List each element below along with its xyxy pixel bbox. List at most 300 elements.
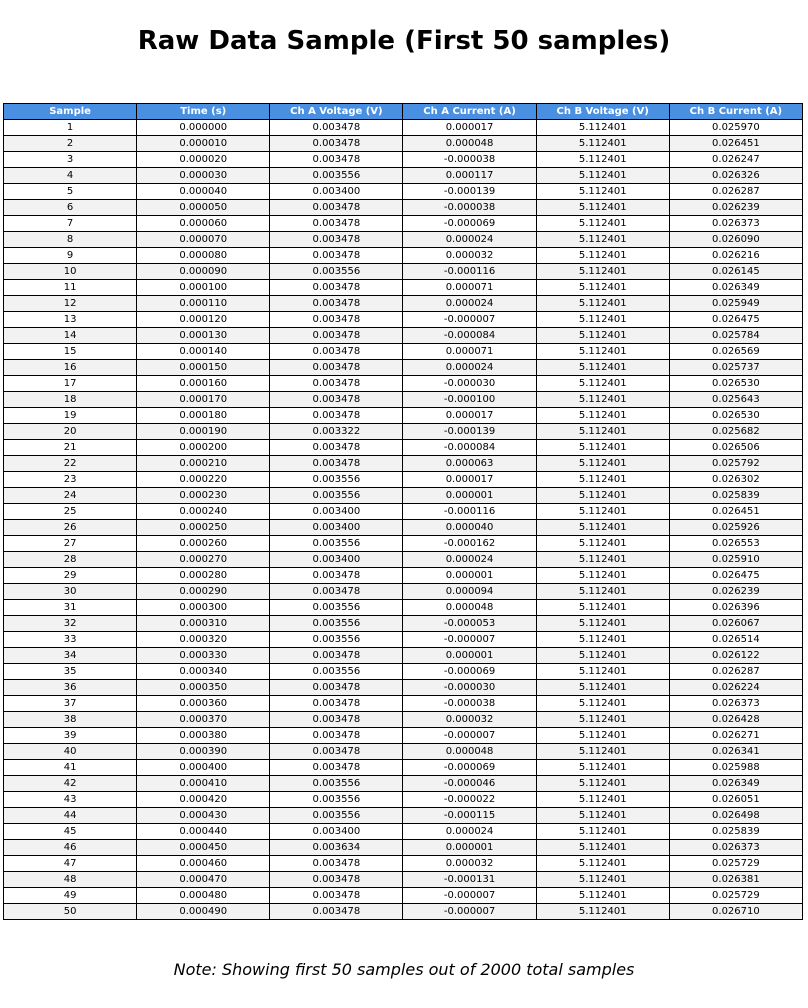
table-cell: 5.112401 xyxy=(536,296,669,312)
table-cell: 0.026451 xyxy=(669,504,802,520)
table-row xyxy=(4,568,803,584)
table-cell: 23 xyxy=(4,472,137,488)
table-cell: 0.000280 xyxy=(137,568,270,584)
table-cell: 0.003556 xyxy=(270,600,403,616)
table-cell: -0.000007 xyxy=(403,632,536,648)
table-cell: -0.000139 xyxy=(403,184,536,200)
table-cell: 5.112401 xyxy=(536,216,669,232)
table-cell: 5.112401 xyxy=(536,312,669,328)
table-cell: 0.000063 xyxy=(403,456,536,472)
table-row xyxy=(4,504,803,520)
table-cell: 0.003478 xyxy=(270,712,403,728)
table-row xyxy=(4,440,803,456)
table-cell: 0.003478 xyxy=(270,392,403,408)
table-cell: 34 xyxy=(4,648,137,664)
table-cell: -0.000007 xyxy=(403,312,536,328)
table-cell: 15 xyxy=(4,344,137,360)
table-header xyxy=(4,104,803,120)
table-cell: 39 xyxy=(4,728,137,744)
table-cell: 43 xyxy=(4,792,137,808)
table-cell: 0.003556 xyxy=(270,536,403,552)
table-cell: 0.000024 xyxy=(403,824,536,840)
table-cell: 0.003478 xyxy=(270,200,403,216)
table-cell: -0.000139 xyxy=(403,424,536,440)
table-cell: 0.000380 xyxy=(137,728,270,744)
table-cell: 0.025729 xyxy=(669,856,802,872)
table-cell: 0.026341 xyxy=(669,744,802,760)
table-cell: 5.112401 xyxy=(536,680,669,696)
table-row xyxy=(4,168,803,184)
table-row xyxy=(4,728,803,744)
table-cell: -0.000030 xyxy=(403,376,536,392)
table-row xyxy=(4,424,803,440)
table-row xyxy=(4,552,803,568)
table-cell: 0.003556 xyxy=(270,808,403,824)
table-cell: 0.003478 xyxy=(270,584,403,600)
table-cell: 20 xyxy=(4,424,137,440)
table-cell: 0.000310 xyxy=(137,616,270,632)
table-cell: 0.003634 xyxy=(270,840,403,856)
table-cell: 0.000490 xyxy=(137,904,270,920)
table-cell: 0.003556 xyxy=(270,168,403,184)
table-row xyxy=(4,312,803,328)
table-cell: 0.000094 xyxy=(403,584,536,600)
table-cell: -0.000131 xyxy=(403,872,536,888)
table-cell: -0.000053 xyxy=(403,616,536,632)
table-cell: 38 xyxy=(4,712,137,728)
table-row xyxy=(4,248,803,264)
table-cell: 0.026396 xyxy=(669,600,802,616)
table-cell: 9 xyxy=(4,248,137,264)
table-cell: 17 xyxy=(4,376,137,392)
table-cell: 0.000001 xyxy=(403,488,536,504)
table-cell: 0.003478 xyxy=(270,744,403,760)
table-cell: 0.000024 xyxy=(403,552,536,568)
footnote: Note: Showing first 50 samples out of 2000 total samples xyxy=(173,960,635,979)
table-cell: 0.026530 xyxy=(669,376,802,392)
table-cell: 5.112401 xyxy=(536,472,669,488)
table-cell: -0.000116 xyxy=(403,504,536,520)
table-cell: 2 xyxy=(4,136,137,152)
table-cell: 4 xyxy=(4,168,137,184)
table-cell: 0.003478 xyxy=(270,136,403,152)
table-cell: 5.112401 xyxy=(536,232,669,248)
table-cell: 0.000170 xyxy=(137,392,270,408)
table-cell: 40 xyxy=(4,744,137,760)
table-cell: 5.112401 xyxy=(536,456,669,472)
table-cell: 0.000210 xyxy=(137,456,270,472)
table-cell: -0.000038 xyxy=(403,696,536,712)
table-cell: 0.000110 xyxy=(137,296,270,312)
table-cell: 0.000300 xyxy=(137,600,270,616)
table-cell: 46 xyxy=(4,840,137,856)
header-row xyxy=(4,104,803,120)
table-cell: 0.026514 xyxy=(669,632,802,648)
table-cell: 45 xyxy=(4,824,137,840)
table-cell: 0.003478 xyxy=(270,280,403,296)
table-row xyxy=(4,744,803,760)
table-row xyxy=(4,200,803,216)
table-cell: 5.112401 xyxy=(536,792,669,808)
table-cell: 0.000410 xyxy=(137,776,270,792)
table-cell: 0.026373 xyxy=(669,696,802,712)
table-cell: 0.026475 xyxy=(669,312,802,328)
table-cell: 0.003556 xyxy=(270,632,403,648)
table-row xyxy=(4,632,803,648)
table-cell: 0.000480 xyxy=(137,888,270,904)
table-cell: 0.003400 xyxy=(270,504,403,520)
table-row xyxy=(4,824,803,840)
table-cell: 0.026381 xyxy=(669,872,802,888)
table-cell: 0.000048 xyxy=(403,744,536,760)
table-cell: 0.000290 xyxy=(137,584,270,600)
table-cell: 0.000020 xyxy=(137,152,270,168)
table-cell: 0.000350 xyxy=(137,680,270,696)
table-cell: 0.026373 xyxy=(669,840,802,856)
table-cell: 0.000340 xyxy=(137,664,270,680)
table-cell: 0.000450 xyxy=(137,840,270,856)
table-cell: 0.000060 xyxy=(137,216,270,232)
table-cell: 5.112401 xyxy=(536,264,669,280)
table-cell: 19 xyxy=(4,408,137,424)
table-cell: 5.112401 xyxy=(536,760,669,776)
table-cell: 0.000320 xyxy=(137,632,270,648)
table-cell: 0.026349 xyxy=(669,280,802,296)
table-cell: 0.003478 xyxy=(270,248,403,264)
table-cell: 0.026090 xyxy=(669,232,802,248)
table-row xyxy=(4,696,803,712)
table-cell: 18 xyxy=(4,392,137,408)
table-cell: 0.000270 xyxy=(137,552,270,568)
table-cell: 0.003478 xyxy=(270,456,403,472)
table-cell: 5.112401 xyxy=(536,904,669,920)
table-cell: 47 xyxy=(4,856,137,872)
table-cell: 41 xyxy=(4,760,137,776)
table-cell: 5.112401 xyxy=(536,360,669,376)
table-row xyxy=(4,808,803,824)
table-row xyxy=(4,840,803,856)
table-cell: 0.000440 xyxy=(137,824,270,840)
table-cell: 0.000070 xyxy=(137,232,270,248)
table-row xyxy=(4,904,803,920)
table-cell: 0.003478 xyxy=(270,120,403,136)
table-cell: 0.026475 xyxy=(669,568,802,584)
table-cell: -0.000069 xyxy=(403,216,536,232)
table-row xyxy=(4,664,803,680)
table-cell: 0.003556 xyxy=(270,488,403,504)
table-cell: 0.003478 xyxy=(270,216,403,232)
table-row xyxy=(4,296,803,312)
table-cell: 27 xyxy=(4,536,137,552)
table-cell: 5.112401 xyxy=(536,584,669,600)
table-cell: 0.000460 xyxy=(137,856,270,872)
column-header: Ch A Current (A) xyxy=(403,104,536,120)
table-cell: 0.026553 xyxy=(669,536,802,552)
table-cell: 0.003556 xyxy=(270,264,403,280)
table-cell: -0.000069 xyxy=(403,664,536,680)
table-row xyxy=(4,520,803,536)
table-row xyxy=(4,232,803,248)
table-cell: 0.000010 xyxy=(137,136,270,152)
table-cell: 0.000180 xyxy=(137,408,270,424)
table-cell: -0.000084 xyxy=(403,328,536,344)
table-cell: 0.000400 xyxy=(137,760,270,776)
table-cell: 0.003556 xyxy=(270,472,403,488)
table-cell: 0.003478 xyxy=(270,888,403,904)
table-cell: 0.003478 xyxy=(270,680,403,696)
table-cell: 0.026271 xyxy=(669,728,802,744)
table-cell: 0.026530 xyxy=(669,408,802,424)
table-cell: 0.025784 xyxy=(669,328,802,344)
table-cell: 30 xyxy=(4,584,137,600)
table-cell: 0.003478 xyxy=(270,440,403,456)
table-cell: 5.112401 xyxy=(536,856,669,872)
table-row xyxy=(4,856,803,872)
table-row xyxy=(4,392,803,408)
table-cell: 0.000100 xyxy=(137,280,270,296)
table-cell: 0.026247 xyxy=(669,152,802,168)
table-row xyxy=(4,408,803,424)
table-row xyxy=(4,792,803,808)
table-cell: 0.000017 xyxy=(403,472,536,488)
table-row xyxy=(4,264,803,280)
table-cell: 0.025682 xyxy=(669,424,802,440)
table-cell: -0.000100 xyxy=(403,392,536,408)
table-cell: 37 xyxy=(4,696,137,712)
table-cell: 0.026287 xyxy=(669,664,802,680)
table-cell: 0.003478 xyxy=(270,568,403,584)
table-cell: 0.000040 xyxy=(403,520,536,536)
table-cell: 5.112401 xyxy=(536,280,669,296)
table-cell: 13 xyxy=(4,312,137,328)
table-cell: 0.000071 xyxy=(403,280,536,296)
table-row xyxy=(4,376,803,392)
table-cell: 0.026569 xyxy=(669,344,802,360)
table-cell: -0.000007 xyxy=(403,888,536,904)
table-row xyxy=(4,584,803,600)
table-body xyxy=(4,120,803,920)
table-cell: 22 xyxy=(4,456,137,472)
table-cell: 0.003478 xyxy=(270,296,403,312)
table-cell: -0.000022 xyxy=(403,792,536,808)
table-cell: 5.112401 xyxy=(536,776,669,792)
table-cell: 5.112401 xyxy=(536,616,669,632)
table-cell: 0.000260 xyxy=(137,536,270,552)
table-cell: 0.003478 xyxy=(270,152,403,168)
table-cell: 0.025729 xyxy=(669,888,802,904)
table-cell: 0.000250 xyxy=(137,520,270,536)
table-row xyxy=(4,600,803,616)
table-cell: 0.025643 xyxy=(669,392,802,408)
table-cell: 5.112401 xyxy=(536,648,669,664)
table-cell: 0.025926 xyxy=(669,520,802,536)
table-cell: 0.000330 xyxy=(137,648,270,664)
table-cell: 0.000017 xyxy=(403,408,536,424)
table-row xyxy=(4,472,803,488)
table-cell: 5.112401 xyxy=(536,808,669,824)
table-cell: 0.000370 xyxy=(137,712,270,728)
table-cell: -0.000007 xyxy=(403,728,536,744)
table-cell: 0.026051 xyxy=(669,792,802,808)
column-header: Ch A Voltage (V) xyxy=(270,104,403,120)
chart-title: Raw Data Sample (First 50 samples) xyxy=(137,26,671,56)
table-cell: 1 xyxy=(4,120,137,136)
table-cell: 26 xyxy=(4,520,137,536)
table-cell: 0.025839 xyxy=(669,488,802,504)
table-cell: 10 xyxy=(4,264,137,280)
table-cell: 0.003478 xyxy=(270,904,403,920)
table-cell: 35 xyxy=(4,664,137,680)
table-cell: 5 xyxy=(4,184,137,200)
table-cell: 24 xyxy=(4,488,137,504)
table-cell: 50 xyxy=(4,904,137,920)
table-row xyxy=(4,712,803,728)
table-cell: 8 xyxy=(4,232,137,248)
table-cell: 29 xyxy=(4,568,137,584)
table-cell: 5.112401 xyxy=(536,552,669,568)
table-row xyxy=(4,872,803,888)
table-cell: 0.000048 xyxy=(403,136,536,152)
table-cell: 0.026145 xyxy=(669,264,802,280)
table-row xyxy=(4,776,803,792)
table-cell: 5.112401 xyxy=(536,872,669,888)
table-row xyxy=(4,488,803,504)
table-cell: 0.025949 xyxy=(669,296,802,312)
table-row xyxy=(4,536,803,552)
table-cell: 5.112401 xyxy=(536,184,669,200)
table-cell: 14 xyxy=(4,328,137,344)
table-cell: 0.000230 xyxy=(137,488,270,504)
table-cell: -0.000038 xyxy=(403,152,536,168)
table-cell: 0.000430 xyxy=(137,808,270,824)
table-cell: 0.003478 xyxy=(270,344,403,360)
table-cell: -0.000046 xyxy=(403,776,536,792)
table-cell: 0.003556 xyxy=(270,792,403,808)
table-cell: 5.112401 xyxy=(536,600,669,616)
table-cell: -0.000038 xyxy=(403,200,536,216)
table-row xyxy=(4,456,803,472)
table-cell: 0.026373 xyxy=(669,216,802,232)
table-cell: 0.003478 xyxy=(270,728,403,744)
table-cell: 5.112401 xyxy=(536,152,669,168)
table-cell: 0.003478 xyxy=(270,360,403,376)
table-cell: 0.000080 xyxy=(137,248,270,264)
table-cell: 0.003556 xyxy=(270,776,403,792)
table-cell: 0.000024 xyxy=(403,360,536,376)
table-cell: 0.000050 xyxy=(137,200,270,216)
table-cell: 0.000048 xyxy=(403,600,536,616)
table-cell: 0.003478 xyxy=(270,232,403,248)
table-cell: 0.000001 xyxy=(403,840,536,856)
table-cell: 0.000470 xyxy=(137,872,270,888)
table-cell: 0.000150 xyxy=(137,360,270,376)
table-cell: -0.000007 xyxy=(403,904,536,920)
table-cell: 0.003400 xyxy=(270,824,403,840)
table-cell: 0.000190 xyxy=(137,424,270,440)
table-cell: 25 xyxy=(4,504,137,520)
table-row xyxy=(4,152,803,168)
table-cell: 0.026326 xyxy=(669,168,802,184)
table-cell: 0.000024 xyxy=(403,232,536,248)
table-cell: 5.112401 xyxy=(536,536,669,552)
table-cell: 0.000130 xyxy=(137,328,270,344)
table-cell: 5.112401 xyxy=(536,376,669,392)
column-header: Sample xyxy=(4,104,137,120)
table-cell: -0.000116 xyxy=(403,264,536,280)
table-cell: 0.026506 xyxy=(669,440,802,456)
table-cell: 0.026224 xyxy=(669,680,802,696)
table-row xyxy=(4,648,803,664)
table-cell: 0.000001 xyxy=(403,568,536,584)
data-table xyxy=(3,103,803,920)
table-cell: 0.000032 xyxy=(403,248,536,264)
column-header: Ch B Voltage (V) xyxy=(536,104,669,120)
table-cell: 5.112401 xyxy=(536,632,669,648)
table-row xyxy=(4,184,803,200)
table-cell: 5.112401 xyxy=(536,168,669,184)
table-cell: 0.026216 xyxy=(669,248,802,264)
table-cell: 0.025737 xyxy=(669,360,802,376)
table-cell: 0.025792 xyxy=(669,456,802,472)
table-cell: 7 xyxy=(4,216,137,232)
table-cell: 0.026067 xyxy=(669,616,802,632)
table-cell: 0.003400 xyxy=(270,552,403,568)
table-row xyxy=(4,888,803,904)
table-cell: 32 xyxy=(4,616,137,632)
table-row xyxy=(4,120,803,136)
table-cell: 0.000117 xyxy=(403,168,536,184)
table-cell: 0.026710 xyxy=(669,904,802,920)
table-cell: 0.000017 xyxy=(403,120,536,136)
table-cell: 0.003478 xyxy=(270,376,403,392)
table-row xyxy=(4,136,803,152)
table-row xyxy=(4,760,803,776)
table-cell: 31 xyxy=(4,600,137,616)
table-cell: 5.112401 xyxy=(536,392,669,408)
table-cell: -0.000162 xyxy=(403,536,536,552)
table-cell: 5.112401 xyxy=(536,424,669,440)
table-cell: 5.112401 xyxy=(536,840,669,856)
table-cell: 0.000200 xyxy=(137,440,270,456)
table-cell: 5.112401 xyxy=(536,744,669,760)
table-cell: 0.026498 xyxy=(669,808,802,824)
column-header: Time (s) xyxy=(137,104,270,120)
table-cell: 0.003478 xyxy=(270,328,403,344)
table-row xyxy=(4,616,803,632)
table-cell: 0.000090 xyxy=(137,264,270,280)
table-cell: 0.003478 xyxy=(270,760,403,776)
table-cell: 0.003478 xyxy=(270,648,403,664)
table-row xyxy=(4,680,803,696)
table-cell: 5.112401 xyxy=(536,712,669,728)
table-row xyxy=(4,360,803,376)
table-cell: 0.000240 xyxy=(137,504,270,520)
table-cell: 0.003478 xyxy=(270,696,403,712)
table-cell: 0.025910 xyxy=(669,552,802,568)
table-cell: 0.026428 xyxy=(669,712,802,728)
table-cell: 0.000000 xyxy=(137,120,270,136)
table-cell: 0.026287 xyxy=(669,184,802,200)
table-cell: 0.026302 xyxy=(669,472,802,488)
table-cell: 0.003478 xyxy=(270,872,403,888)
table-cell: 5.112401 xyxy=(536,408,669,424)
table-cell: 0.000160 xyxy=(137,376,270,392)
table-cell: 0.025970 xyxy=(669,120,802,136)
table-cell: 16 xyxy=(4,360,137,376)
table-cell: 0.000390 xyxy=(137,744,270,760)
table-cell: 5.112401 xyxy=(536,568,669,584)
table-cell: 21 xyxy=(4,440,137,456)
